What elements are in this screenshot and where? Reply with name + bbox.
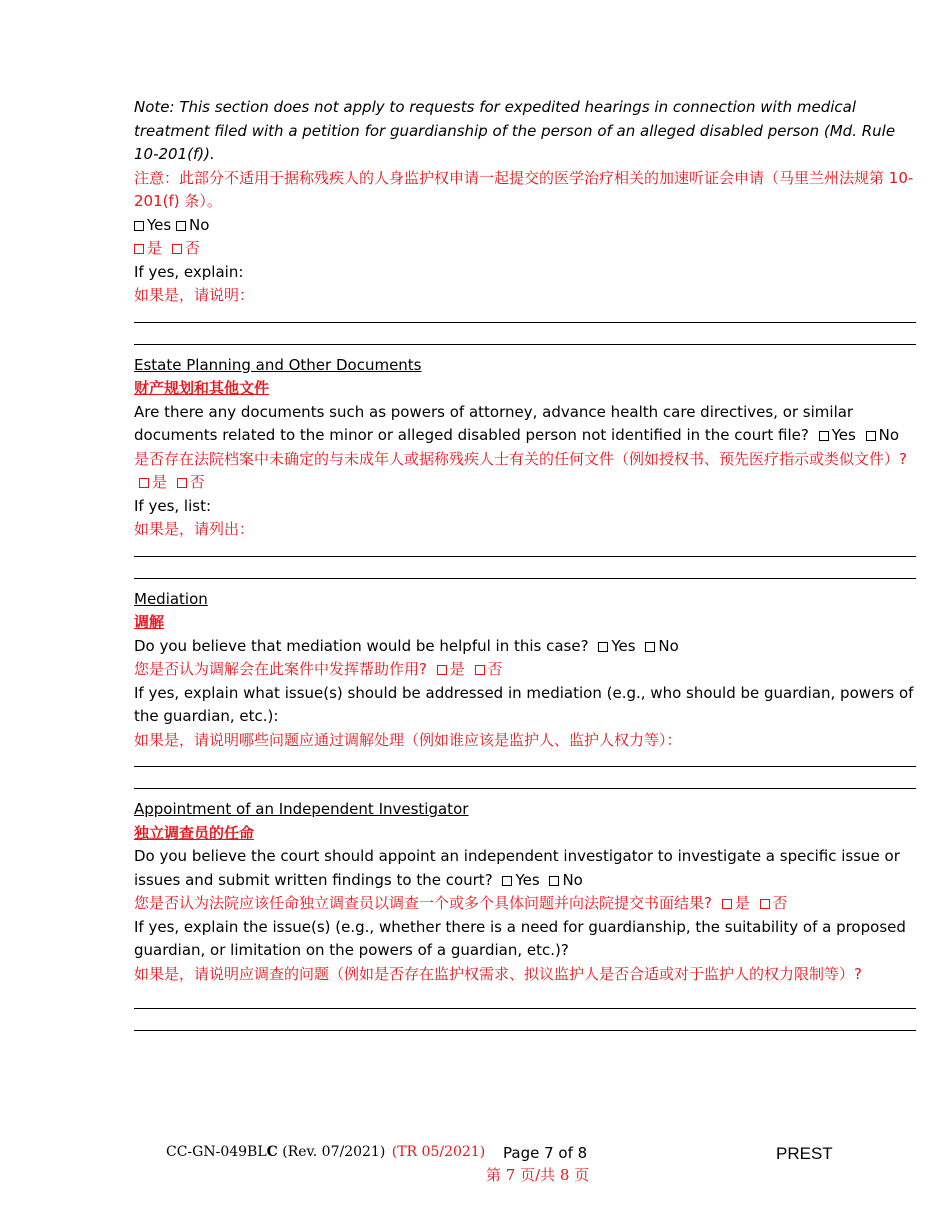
mediation-yes-checkbox-zh[interactable]: [437, 665, 447, 675]
note-yes-no-zh: [134, 237, 916, 261]
note-yes-no-en: [134, 214, 916, 238]
mediation-explain-en: If yes, explain what issue(s) should be addressed in mediation (e.g., who should be guardian, powers of the guardian, etc.):: [134, 683, 914, 725]
mediation-yes-checkbox[interactable]: [598, 642, 608, 652]
mediation-answer-lines[interactable]: [134, 766, 916, 789]
note-no-checkbox-zh[interactable]: [172, 244, 182, 254]
note-yes-checkbox-zh[interactable]: [134, 244, 144, 254]
estate-no-label: No: [878, 426, 900, 444]
mediation-question-zh: [134, 658, 916, 682]
mediation-title-en: Mediation: [134, 589, 208, 608]
form-revision: (Rev. 07/2021): [282, 1144, 386, 1160]
estate-title-zh: 财产规划和其他文件: [134, 379, 270, 397]
estate-yes-label-zh: 是: [152, 473, 168, 491]
estate-question-zh: [134, 448, 916, 495]
investigator-no-checkbox[interactable]: [549, 876, 559, 886]
form-suffix: C: [266, 1144, 278, 1160]
note-zh: 注意：此部分不适用于据称残疾人的人身监护权申请一起提交的医学治疗相关的加速听证会申请（马里兰州法规第 10-201(f) 条）。: [134, 168, 914, 210]
estate-question-en: [134, 401, 916, 448]
note-answer-lines[interactable]: [134, 322, 916, 345]
estate-yes-label: Yes: [831, 426, 856, 444]
translation-revision: (TR 05/2021): [391, 1144, 486, 1160]
note-yes-label: Yes: [147, 215, 172, 234]
estate-no-label-zh: 否: [189, 473, 205, 491]
estate-question-text-zh: 是否存在法院档案中未确定的与未成年人或据称残疾人士有关的任何文件（例如授权书、预先医疗指示或类似文件）?: [134, 449, 907, 468]
investigator-no-label-zh: 否: [772, 894, 788, 912]
investigator-yes-checkbox[interactable]: [502, 876, 512, 886]
investigator-no-checkbox-zh[interactable]: [760, 899, 770, 909]
note-en: Note: This section does not apply to requests for expedited hearings in connection with medical treatment filed with a petition for guardianship of the person of an alleged disabled person (Md. Rule 10-201(f)).: [134, 98, 896, 163]
form-page-content: [134, 96, 916, 1031]
investigator-no-label: No: [562, 870, 583, 889]
estate-yes-checkbox[interactable]: [819, 431, 829, 441]
estate-question-text: Are there any documents such as powers of attorney, advance health care directives, or similar documents related to the minor or alleged disabled person not identified in the court file?: [134, 402, 854, 444]
estate-list-en: If yes, list:: [134, 496, 212, 515]
investigator-explain-en: If yes, explain the issue(s) (e.g., whether there is a need for guardianship, the suitability of a proposed guardian, or limitation on the powers of a guardian, etc.)?: [134, 917, 906, 959]
mediation-explain-zh: 如果是，请说明哪些问题应通过调解处理（例如谁应该是监护人、监护人权力等）：: [134, 730, 682, 749]
mediation-no-label-zh: 否: [487, 660, 503, 678]
mediation-no-checkbox-zh[interactable]: [475, 665, 485, 675]
answer-line[interactable]: [134, 556, 916, 557]
investigator-title-en: Appointment of an Independent Investigator: [134, 800, 469, 818]
note-no-checkbox[interactable]: [176, 221, 186, 231]
mediation-yes-label: Yes: [611, 636, 636, 655]
note-yes-checkbox[interactable]: [134, 221, 144, 231]
estate-list-zh: 如果是，请列出：: [134, 520, 255, 538]
mediation-no-label: No: [658, 636, 679, 655]
answer-line[interactable]: [134, 322, 916, 323]
note-yes-label-zh: 是: [147, 239, 163, 257]
investigator-question-text-zh: 您是否认为法院应该任命独立调查员以调查一个或多个具体问题并向法院提交书面结果?: [134, 894, 712, 912]
mediation-title-zh: 调解: [134, 613, 165, 631]
form-identifier: [166, 1144, 485, 1160]
form-number: CC-GN-049BL: [166, 1144, 267, 1160]
answer-line[interactable]: [134, 1008, 916, 1009]
mediation-question-text-zh: 您是否认为调解会在此案件中发挥帮助作用?: [134, 660, 427, 678]
page-number-en: Page 7 of 8: [503, 1144, 588, 1162]
answer-line[interactable]: [134, 1030, 916, 1031]
note-no-label: No: [189, 215, 210, 234]
estate-no-checkbox[interactable]: [866, 431, 876, 441]
page-number-zh: 第 7 页/共 8 页: [486, 1166, 590, 1184]
mediation-yes-label-zh: 是: [449, 660, 465, 678]
investigator-title-zh: 独立调查员的任命: [134, 823, 255, 842]
estate-answer-lines[interactable]: [134, 556, 916, 579]
investigator-question-text: Do you believe the court should appoint an independent investigator to investigate a specific issue or issues and submit written findings to the court?: [134, 847, 900, 889]
investigator-answer-lines[interactable]: [134, 1008, 916, 1031]
mediation-question-en: [134, 635, 916, 659]
note-explain-en: If yes, explain:: [134, 262, 244, 281]
investigator-question-zh: [134, 892, 916, 916]
investigator-yes-label: Yes: [515, 870, 540, 889]
investigator-yes-checkbox-zh[interactable]: [722, 899, 732, 909]
answer-line[interactable]: [134, 766, 916, 767]
note-no-label-zh: 否: [184, 239, 200, 257]
mediation-no-checkbox[interactable]: [645, 642, 655, 652]
prest-stamp: PREST: [776, 1144, 833, 1163]
note-explain-zh: 如果是，请说明：: [134, 286, 255, 304]
investigator-yes-label-zh: 是: [734, 894, 750, 912]
estate-yes-checkbox-zh[interactable]: [139, 478, 149, 488]
mediation-question-text: Do you believe that mediation would be helpful in this case?: [134, 636, 589, 655]
investigator-explain-zh: 如果是，请说明应调查的问题（例如是否存在监护权需求、拟议监护人是否合适或对于监护人的权力限制等）?: [134, 964, 862, 983]
estate-title-en: Estate Planning and Other Documents: [134, 355, 422, 374]
investigator-question-en: [134, 845, 916, 892]
estate-no-checkbox-zh[interactable]: [177, 478, 187, 488]
page-footer: [166, 1144, 866, 1188]
